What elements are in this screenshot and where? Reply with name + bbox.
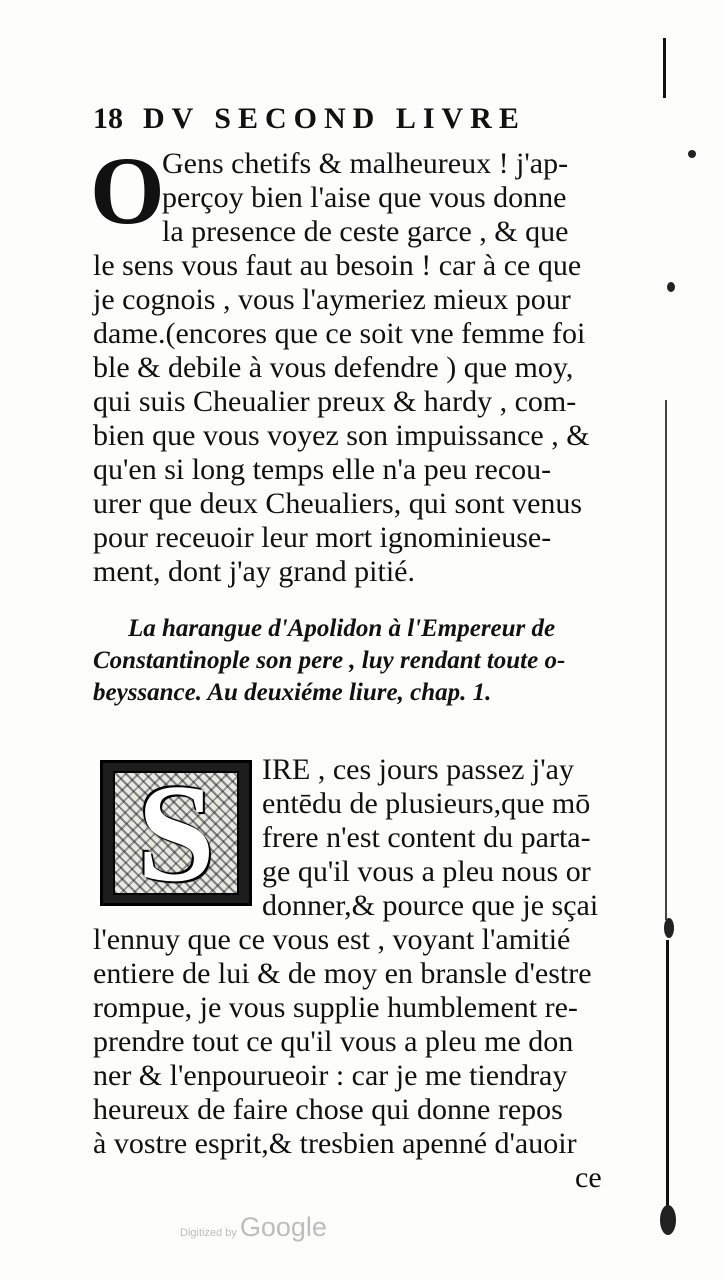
text-line: ble & debile à vous defendre ) que moy, (93, 351, 574, 384)
text-line: l'ennuy que ce vous est , voyant l'amitié (93, 923, 571, 956)
text-line: pour receuoir leur mort ignominieuse- (93, 521, 552, 554)
text-line: ment, dont j'ay grand pitié. (93, 555, 416, 588)
text-line: qui suis Cheualier preux & hardy , com- (93, 385, 577, 418)
ink-spot (667, 282, 675, 292)
google-watermark (180, 1212, 327, 1243)
text-line: ge qu'il vous a pleu nous or (262, 855, 591, 888)
edge-line (663, 38, 666, 98)
running-title: DV SECOND LIVRE (143, 102, 526, 135)
catchword: ce (575, 1161, 602, 1194)
text-line: le sens vous faut au besoin ! car à ce que (93, 249, 582, 282)
text-line: rompue, je vous supplie humblement re- (93, 991, 578, 1024)
heading-line: beyssance. Au deuxiéme liure, chap. 1. (93, 679, 492, 706)
edge-line (666, 940, 669, 1220)
ink-spot (688, 150, 696, 158)
text-line: perçoy bien l'aise que vous donne (162, 181, 567, 214)
text-line: qu'en si long temps elle n'a peu recou- (93, 453, 552, 486)
text-line: à vostre esprit,& tresbien apenné d'auoir (93, 1127, 577, 1160)
running-head (93, 102, 526, 136)
text-line: urer que deux Cheualiers, qui sont venus (93, 487, 583, 520)
ornamental-initial (100, 755, 252, 911)
watermark-google: Google (239, 1212, 327, 1242)
heading-line: Constantinople son pere , luy rendant toute o- (93, 647, 566, 674)
watermark-small: Digitized by (180, 1227, 237, 1239)
edge-line (665, 400, 667, 920)
drop-cap-o: O (90, 137, 165, 244)
text-line: donner,& pource que je sçai (262, 889, 599, 922)
text-line: IRE , ces jours passez j'ay (262, 753, 574, 786)
heading-line: La harangue d'Apolidon à l'Empereur de (128, 615, 556, 642)
ink-spot (664, 918, 674, 938)
text-line: prendre tout ce qu'il vous a pleu me don (93, 1025, 574, 1058)
initial-letter-s: S (137, 755, 215, 911)
text-line: entiere de lui & de moy en bransle d'estre (93, 957, 592, 990)
page-number: 18 (93, 102, 123, 135)
text-line: Gens chetifs & malheureux ! j'ap- (162, 147, 569, 180)
ink-spot (660, 1205, 676, 1235)
text-line: je cognois , vous l'aymeriez mieux pour (93, 283, 571, 316)
text-line: entēdu de plusieurs,que mō (262, 787, 591, 820)
text-line: bien que vous voyez son impuissance , & (93, 419, 590, 452)
text-line: heureux de faire chose qui donne repos (93, 1093, 563, 1126)
text-line: dame.(encores que ce soit vne femme foi (93, 317, 586, 350)
text-line: frere n'est content du parta- (262, 821, 591, 854)
text-line: la presence de ceste garce , & que (162, 215, 569, 248)
text-line: ner & l'enpourueoir : car je me tiendray (93, 1059, 568, 1092)
